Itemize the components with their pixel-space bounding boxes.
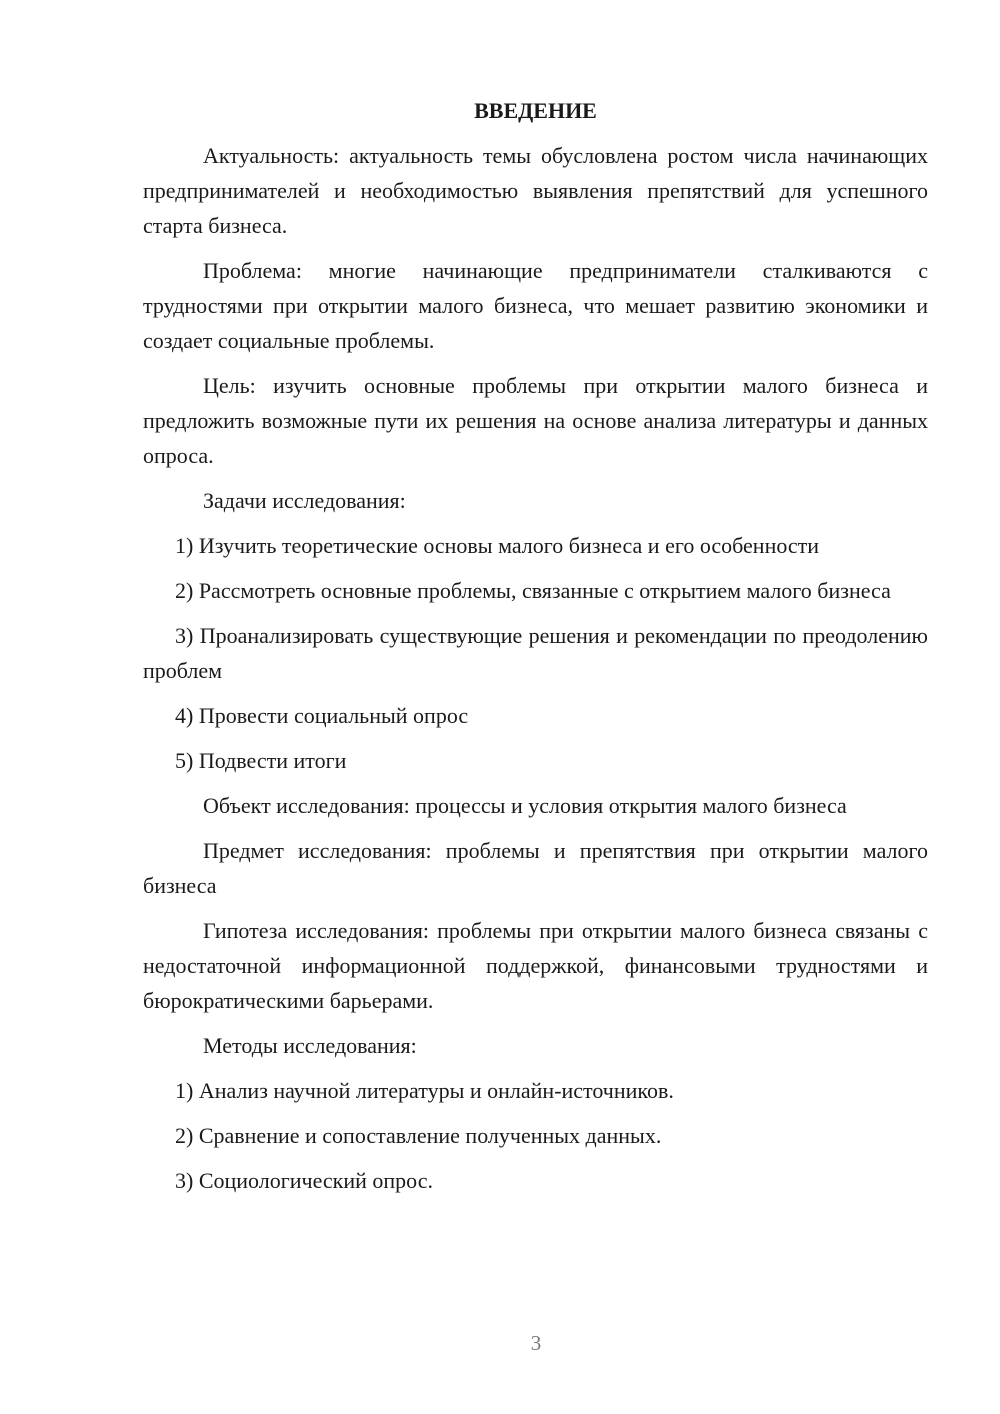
document-page: [143, 93, 928, 1208]
paragraph-goal: Цель: изучить основные проблемы при открытии малого бизнеса и предложить возможные пути их решения на основе анализа литературы и данных опроса.: [143, 373, 928, 468]
paragraph-problem: Проблема: многие начинающие предприниматели сталкиваются с трудностями при открытии малого бизнеса, что мешает развитию экономики и создает социальные проблемы.: [143, 258, 928, 353]
task-item: 3) Проанализировать существующие решения и рекомендации по преодолению проблем: [143, 623, 928, 683]
task-item: 2) Рассмотреть основные проблемы, связанные с открытием малого бизнеса: [175, 578, 891, 603]
paragraph-methods-heading: Методы исследования:: [203, 1033, 417, 1058]
task-item: 4) Провести социальный опрос: [175, 703, 469, 728]
task-item: 5) Подвести итоги: [175, 748, 347, 773]
section-title: ВВЕДЕНИЕ: [474, 98, 597, 123]
method-item: 2) Сравнение и сопоставление полученных данных.: [175, 1123, 662, 1148]
method-item: 3) Социологический опрос.: [175, 1168, 433, 1193]
paragraph-tasks-heading: Задачи исследования:: [203, 488, 406, 513]
paragraph-subject: Предмет исследования: проблемы и препятствия при открытии малого бизнеса: [143, 838, 928, 898]
task-item: 1) Изучить теоретические основы малого бизнеса и его особенности: [175, 533, 820, 558]
paragraph-hypothesis: Гипотеза исследования: проблемы при открытии малого бизнеса связаны с недостаточной информационной поддержкой, финансовыми трудностями и бюрократическими барьерами.: [143, 918, 928, 1013]
page-number: 3: [530, 1331, 542, 1355]
paragraph-object: Объект исследования: процессы и условия открытия малого бизнеса: [203, 793, 847, 818]
paragraph-relevance: Актуальность: актуальность темы обусловлена ростом числа начинающих предпринимателей и необходимостью выявления препятствий для успешного старта бизнеса.: [143, 143, 928, 238]
method-item: 1) Анализ научной литературы и онлайн-источников.: [175, 1078, 674, 1103]
